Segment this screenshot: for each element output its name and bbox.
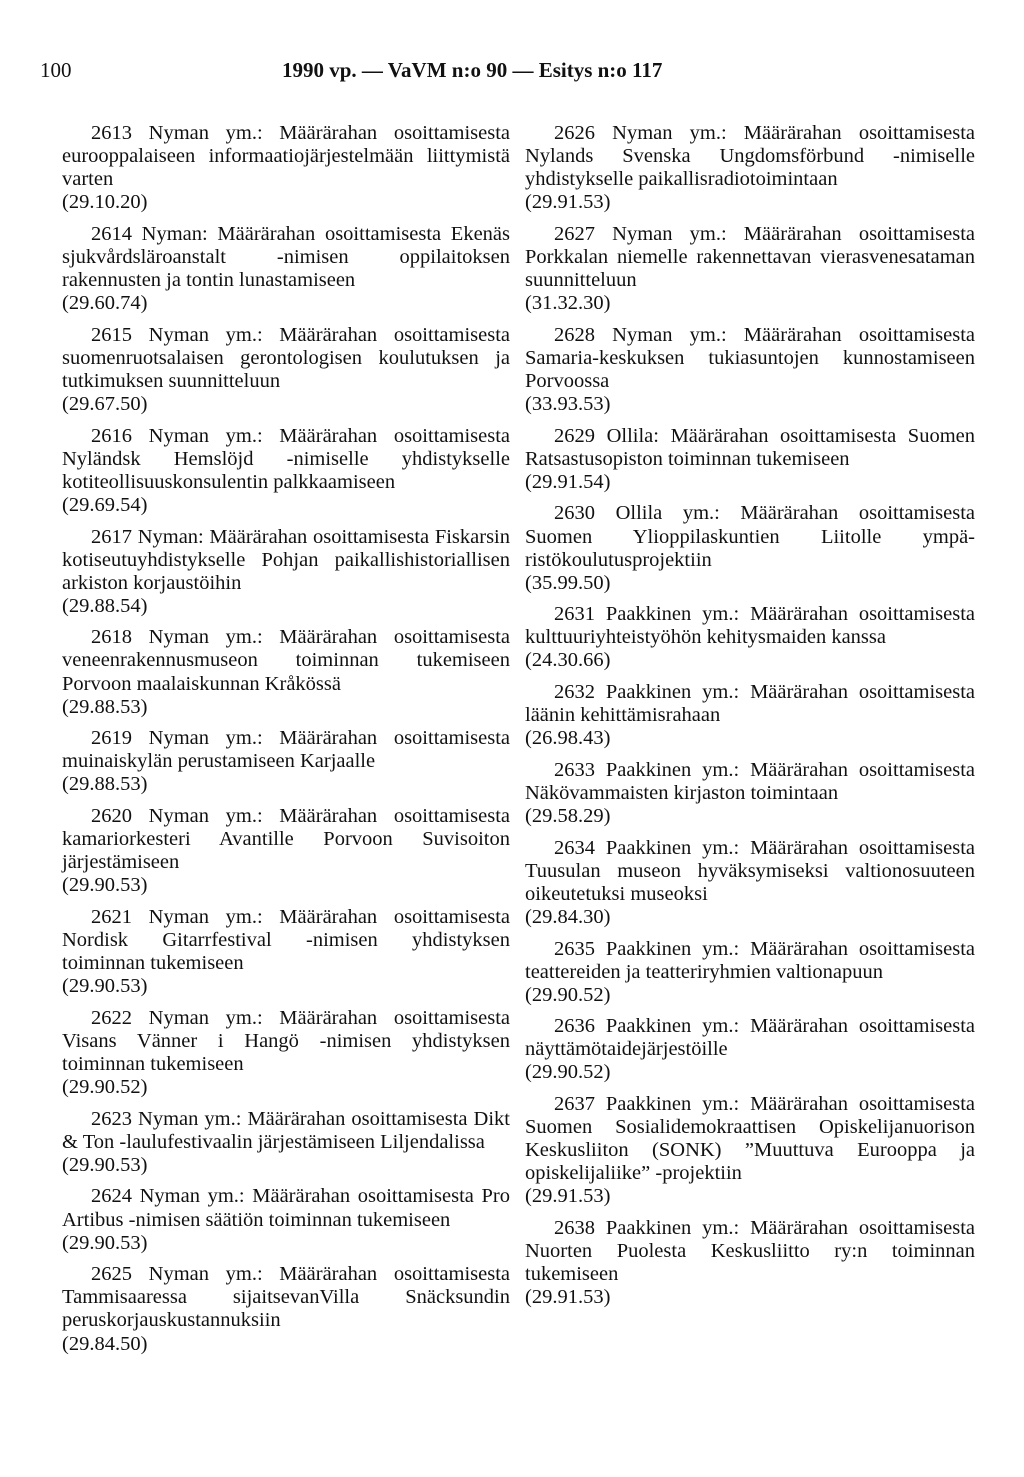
entry-code: (29.90.53)	[62, 1153, 148, 1176]
list-item	[525, 502, 975, 594]
list-item	[62, 1263, 510, 1355]
entry-code: (24.30.66)	[525, 649, 611, 672]
list-item	[525, 122, 975, 214]
entry-code: (29.67.50)	[62, 393, 148, 416]
entry-text: 2620 Nyman ym.: Määrärahan osoittamisesta kamariorkesteri Avantille Porvoon Suvisoiton järjestämiseen	[62, 805, 510, 874]
list-item	[62, 1108, 510, 1177]
entry-text: 2613 Nyman ym.: Määrärahan osoittamisesta eurooppalaiseen informaatiojärjestelmään liittymistä varten	[62, 122, 510, 191]
entry-text: 2636 Paakkinen ym.: Määrärahan osoittamisesta näyttämötaidejärjestöille	[525, 1015, 975, 1061]
entry-code: (35.99.50)	[525, 571, 611, 594]
entry-code: (29.69.54)	[62, 493, 148, 516]
entry-code: (29.90.52)	[62, 1076, 148, 1099]
entry-code: (29.91.53)	[525, 1185, 611, 1208]
list-item	[62, 526, 510, 618]
entry-text: 2615 Nyman ym.: Määrärahan osoittamisesta suomenruotsalaisen gerontologisen koulutuksen ja tutkimuksen suunnitteluun	[62, 323, 510, 392]
entry-text: 2617 Nyman: Määrärahan osoittamisesta Fiskarsin kotiseutuyhdistykselle Pohjan paikallishistoriallisen arkiston korjaustöihin	[62, 525, 510, 594]
list-item	[62, 1185, 510, 1254]
page-number: 100	[40, 58, 72, 82]
entry-code: (29.88.53)	[62, 773, 148, 796]
entry-text: 2625 Nyman ym.: Määrärahan osoittamisesta Tammisaaressa sijaitsevanVilla Snäcksundin peruskorjauskustannuksiin	[62, 1263, 510, 1332]
entry-code: (29.88.54)	[62, 594, 148, 617]
list-item	[525, 759, 975, 828]
left-column	[62, 122, 510, 1364]
entry-text: 2618 Nyman ym.: Määrärahan osoittamisesta veneenrakennusmuseon toiminnan tukemiseen Porvoon maalaiskunnan Kråkössä	[62, 626, 510, 695]
entry-text: 2624 Nyman ym.: Määrärahan osoittamisesta Pro Artibus -nimisen säätiön toiminnan tukemiseen	[62, 1185, 510, 1231]
list-item	[525, 837, 975, 929]
right-column	[525, 122, 975, 1318]
entry-code: (29.60.74)	[62, 292, 148, 315]
entry-code: (29.90.52)	[525, 983, 611, 1006]
entry-code: (29.10.20)	[62, 191, 148, 214]
entry-text: 2630 Ollila ym.: Määrärahan osoittamisesta Suomen Ylioppilaskuntien Liitolle ympäristökoulutusprojektiin	[525, 502, 975, 571]
entry-code: (29.90.53)	[62, 975, 148, 998]
entry-code: (33.93.53)	[525, 393, 611, 416]
list-item	[525, 324, 975, 416]
list-item	[62, 727, 510, 796]
entry-code: (26.98.43)	[525, 727, 611, 750]
list-item	[525, 425, 975, 494]
entry-code: (29.91.54)	[525, 470, 611, 493]
entry-code: (29.90.52)	[525, 1061, 611, 1084]
entry-text: 2638 Paakkinen ym.: Määrärahan osoittamisesta Nuorten Puolesta Keskusliitto ry:n toiminnan tukemiseen	[525, 1217, 975, 1286]
list-item	[525, 681, 975, 750]
list-item	[62, 626, 510, 718]
entry-code: (29.84.30)	[525, 905, 611, 928]
list-item	[525, 223, 975, 315]
list-item	[62, 324, 510, 416]
entry-text: 2622 Nyman ym.: Määrärahan osoittamisesta Visans Vänner i Hangö -nimisen yhdistyksen toiminnan tukemiseen	[62, 1006, 510, 1075]
entry-text: 2634 Paakkinen ym.: Määrärahan osoittamisesta Tuusulan museon hyväksymiseksi valtionosuuteen oikeutetuksi museoksi	[525, 836, 975, 905]
entry-text: 2633 Paakkinen ym.: Määrärahan osoittamisesta Näkövammaisten kirjaston toimintaan	[525, 758, 975, 804]
entry-text: 2616 Nyman ym.: Määrärahan osoittamisesta Nyländsk Hemslöjd -nimiselle yhdistykselle kotiteollisuuskonsulentin palkkaamiseen	[62, 424, 510, 493]
entry-code: (31.32.30)	[525, 292, 611, 315]
entry-text: 2628 Nyman ym.: Määrärahan osoittamisesta Samaria-keskuksen tukiasuntojen kunnostamiseen Porvoossa	[525, 323, 975, 392]
entry-text: 2629 Ollila: Määrärahan osoittamisesta Suomen Ratsastusopiston toiminnan tukemiseen	[525, 424, 975, 470]
list-item	[525, 1015, 975, 1084]
list-item	[62, 425, 510, 517]
entry-code: (29.88.53)	[62, 695, 148, 718]
list-item	[525, 1093, 975, 1208]
entry-code: (29.90.53)	[62, 1231, 148, 1254]
entry-code: (29.91.53)	[525, 191, 611, 214]
list-item	[62, 906, 510, 998]
entry-text: 2619 Nyman ym.: Määrärahan osoittamisesta muinaiskylän perustamiseen Karjaalle	[62, 727, 510, 773]
list-item	[525, 938, 975, 1007]
entry-text: 2631 Paakkinen ym.: Määrärahan osoittamisesta kulttuuriyhteistyöhön kehitysmaiden kanssa	[525, 603, 975, 649]
list-item	[62, 805, 510, 897]
entry-text: 2614 Nyman: Määrärahan osoittamisesta Ekenäs sjukvårdsläroanstalt -nimisen oppilaitoksen rakennusten ja tontin lunastamiseen	[62, 222, 510, 292]
entry-text: 2621 Nyman ym.: Määrärahan osoittamisesta Nordisk Gitarrfestival -nimisen yhdistyksen toiminnan tukemiseen	[62, 905, 510, 975]
entry-code: (29.84.50)	[62, 1332, 148, 1355]
running-header: 1990 vp. — VaVM n:o 90 — Esitys n:o 117	[282, 58, 663, 82]
list-item	[62, 1007, 510, 1099]
entry-text: 2626 Nyman ym.: Määrärahan osoittamisesta Nylands Svenska Ungdomsförbund -nimiselle yhdistykselle paikallisradiotoimintaan	[525, 122, 975, 191]
entry-text: 2637 Paakkinen ym.: Määrärahan osoittamisesta Suomen Sosialidemokraattisen Opiskelijanuorison Keskusliiton (SONK) ”Muuttuva Eurooppa ja opiskelijaliike” -projektiin	[525, 1093, 975, 1185]
entry-code: (29.58.29)	[525, 805, 611, 828]
entry-text: 2635 Paakkinen ym.: Määrärahan osoittamisesta teattereiden ja teatteriryhmien valtionapuun	[525, 937, 975, 983]
entry-code: (29.90.53)	[62, 874, 148, 897]
list-item	[525, 603, 975, 672]
entry-code: (29.91.53)	[525, 1286, 611, 1309]
entry-text: 2632 Paakkinen ym.: Määrärahan osoittamisesta läänin kehittämisrahaan	[525, 681, 975, 727]
list-item	[62, 122, 510, 214]
entry-text: 2623 Nyman ym.: Määrärahan osoittamisesta Dikt & Ton -laulufestivaalin järjestämiseen Liljendalissa	[62, 1107, 510, 1153]
list-item	[62, 223, 510, 315]
list-item	[525, 1217, 975, 1309]
entry-text: 2627 Nyman ym.: Määrärahan osoittamisesta Porkkalan niemelle rakennettavan vierasvenesataman suunnitteluun	[525, 222, 975, 292]
